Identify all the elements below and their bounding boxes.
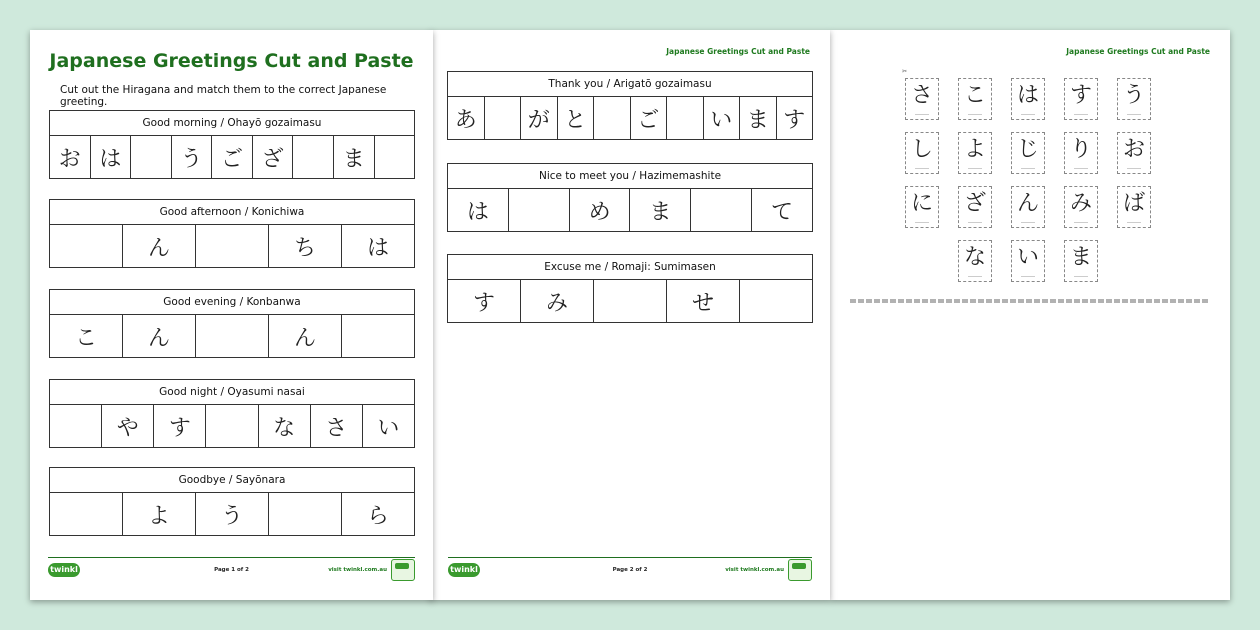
quality-badge-icon <box>788 559 812 581</box>
hiragana-cell: や <box>101 405 153 448</box>
hiragana-cell: ご <box>630 97 667 140</box>
greeting-caption: Goodbye / Sayōnara <box>50 468 414 493</box>
hiragana-cell <box>484 97 521 140</box>
hiragana-cutout-tile[interactable]: じ <box>1011 132 1045 174</box>
footer-divider <box>448 557 812 558</box>
hiragana-cell: は <box>90 136 131 179</box>
hiragana-cutout-tile[interactable]: こ <box>958 78 992 120</box>
hiragana-cell <box>50 493 122 536</box>
hiragana-cell <box>374 136 415 179</box>
hiragana-cutout-tile[interactable]: い <box>1011 240 1045 282</box>
hiragana-cell: お <box>58 147 81 172</box>
hiragana-cell: ま <box>629 189 690 232</box>
greeting-caption: Good night / Oyasumi nasai <box>50 380 414 405</box>
greeting-caption: Nice to meet you / Hazimemashite <box>448 164 812 189</box>
hiragana-cell: み <box>520 280 593 323</box>
page-number: Page 2 of 2 <box>612 567 648 573</box>
worksheet-page-2 <box>430 30 830 600</box>
hiragana-cutout-tile[interactable]: う <box>1117 78 1151 120</box>
hiragana-cell: ご <box>211 136 252 179</box>
greeting-block-excuse-me <box>447 254 813 323</box>
hiragana-cell: ん <box>122 315 195 358</box>
greeting-block-good-afternoon <box>49 199 415 268</box>
hiragana-cell <box>341 315 414 358</box>
greeting-caption: Good morning / Ohayō gozaimasu <box>50 111 414 136</box>
worksheet-title: Japanese Greetings Cut and Paste <box>49 50 414 72</box>
hiragana-cell <box>666 97 703 140</box>
hiragana-cutout-tile[interactable]: よ <box>958 132 992 174</box>
hiragana-cell: な <box>258 405 310 448</box>
hiragana-cell: さ <box>310 405 362 448</box>
greeting-caption: Thank you / Arigatō gozaimasu <box>448 72 812 97</box>
hiragana-cell: ち <box>268 225 341 268</box>
hiragana-cell: め <box>569 189 630 232</box>
scissors-icon: ✂ <box>902 68 908 75</box>
website-link[interactable]: visit twinkl.com.au <box>725 567 784 573</box>
hiragana-cutout-tile[interactable]: ざ <box>958 186 992 228</box>
hiragana-cell <box>508 189 569 232</box>
greeting-block-good-morning <box>49 110 415 179</box>
hiragana-cell: う <box>171 136 212 179</box>
hiragana-cell: が <box>520 97 557 140</box>
hiragana-cell <box>195 225 268 268</box>
hiragana-cell <box>739 280 812 323</box>
hiragana-cell: ざ <box>252 136 293 179</box>
hiragana-cell: い <box>362 405 414 448</box>
hiragana-cell: ま <box>739 97 776 140</box>
greeting-caption: Good afternoon / Konichiwa <box>50 200 414 225</box>
hiragana-cell <box>268 493 341 536</box>
hiragana-cutout-tile[interactable]: ん <box>1011 186 1045 228</box>
hiragana-cell: す <box>776 97 813 140</box>
hiragana-cell: こ <box>74 326 97 351</box>
greeting-block-good-night <box>49 379 415 448</box>
worksheet-page-3-cutouts <box>830 30 1230 600</box>
instructions: Cut out the Hiragana and match them to the correct Japanese greeting. <box>60 84 387 108</box>
quality-badge-icon <box>391 559 415 581</box>
footer-divider <box>48 557 415 558</box>
hiragana-cell: う <box>195 493 268 536</box>
twinkl-logo: twinkl <box>448 563 480 577</box>
hiragana-cutout-tile[interactable]: し <box>905 132 939 174</box>
hiragana-cutout-tile[interactable]: す <box>1064 78 1098 120</box>
hiragana-cell: ら <box>341 493 414 536</box>
hiragana-cutout-tile[interactable]: ば <box>1117 186 1151 228</box>
hiragana-cell <box>50 225 122 268</box>
hiragana-cutout-tile[interactable]: ま <box>1064 240 1098 282</box>
hiragana-cell <box>205 405 257 448</box>
hiragana-cell <box>690 189 751 232</box>
page-number: Page 1 of 2 <box>214 567 249 573</box>
hiragana-cell <box>593 97 630 140</box>
hiragana-cell: よ <box>122 493 195 536</box>
hiragana-cutout-tile[interactable]: は <box>1011 78 1045 120</box>
greeting-block-nice-to-meet-you <box>447 163 813 232</box>
worksheet-page-1 <box>30 30 433 600</box>
hiragana-cell: あ <box>454 108 477 133</box>
hiragana-cell: ん <box>268 315 341 358</box>
hiragana-cell <box>50 405 101 448</box>
hiragana-cell <box>593 280 666 323</box>
hiragana-cutout-tile[interactable]: さ <box>905 78 939 120</box>
twinkl-logo: twinkl <box>48 563 80 577</box>
hiragana-cell: は <box>341 225 414 268</box>
hiragana-cutout-tile[interactable]: な <box>958 240 992 282</box>
greeting-block-goodbye <box>49 467 415 536</box>
greeting-block-good-evening <box>49 289 415 358</box>
hiragana-cell: て <box>751 189 812 232</box>
hiragana-cell: と <box>557 97 594 140</box>
hiragana-cutout-tile[interactable]: お <box>1117 132 1151 174</box>
greeting-block-thank-you <box>447 71 813 140</box>
hiragana-cell: は <box>466 200 489 225</box>
hiragana-cell: す <box>472 291 495 316</box>
hiragana-cell <box>292 136 333 179</box>
greeting-caption: Excuse me / Romaji: Sumimasen <box>448 255 812 280</box>
hiragana-cell: す <box>153 405 205 448</box>
hiragana-cell <box>130 136 171 179</box>
hiragana-cell: ま <box>333 136 374 179</box>
website-link[interactable]: visit twinkl.com.au <box>328 567 387 573</box>
hiragana-cell: せ <box>666 280 739 323</box>
hiragana-cell: い <box>703 97 740 140</box>
page-header: Japanese Greetings Cut and Paste <box>1066 47 1210 56</box>
hiragana-cell: ん <box>122 225 195 268</box>
page-header: Japanese Greetings Cut and Paste <box>666 47 810 56</box>
hiragana-cell <box>195 315 268 358</box>
hiragana-cutout-tile[interactable]: み <box>1064 186 1098 228</box>
fine-print-notice <box>850 299 1210 303</box>
hiragana-cutout-tile[interactable]: り <box>1064 132 1098 174</box>
greeting-caption: Good evening / Konbanwa <box>50 290 414 315</box>
hiragana-cutout-tile[interactable]: に <box>905 186 939 228</box>
